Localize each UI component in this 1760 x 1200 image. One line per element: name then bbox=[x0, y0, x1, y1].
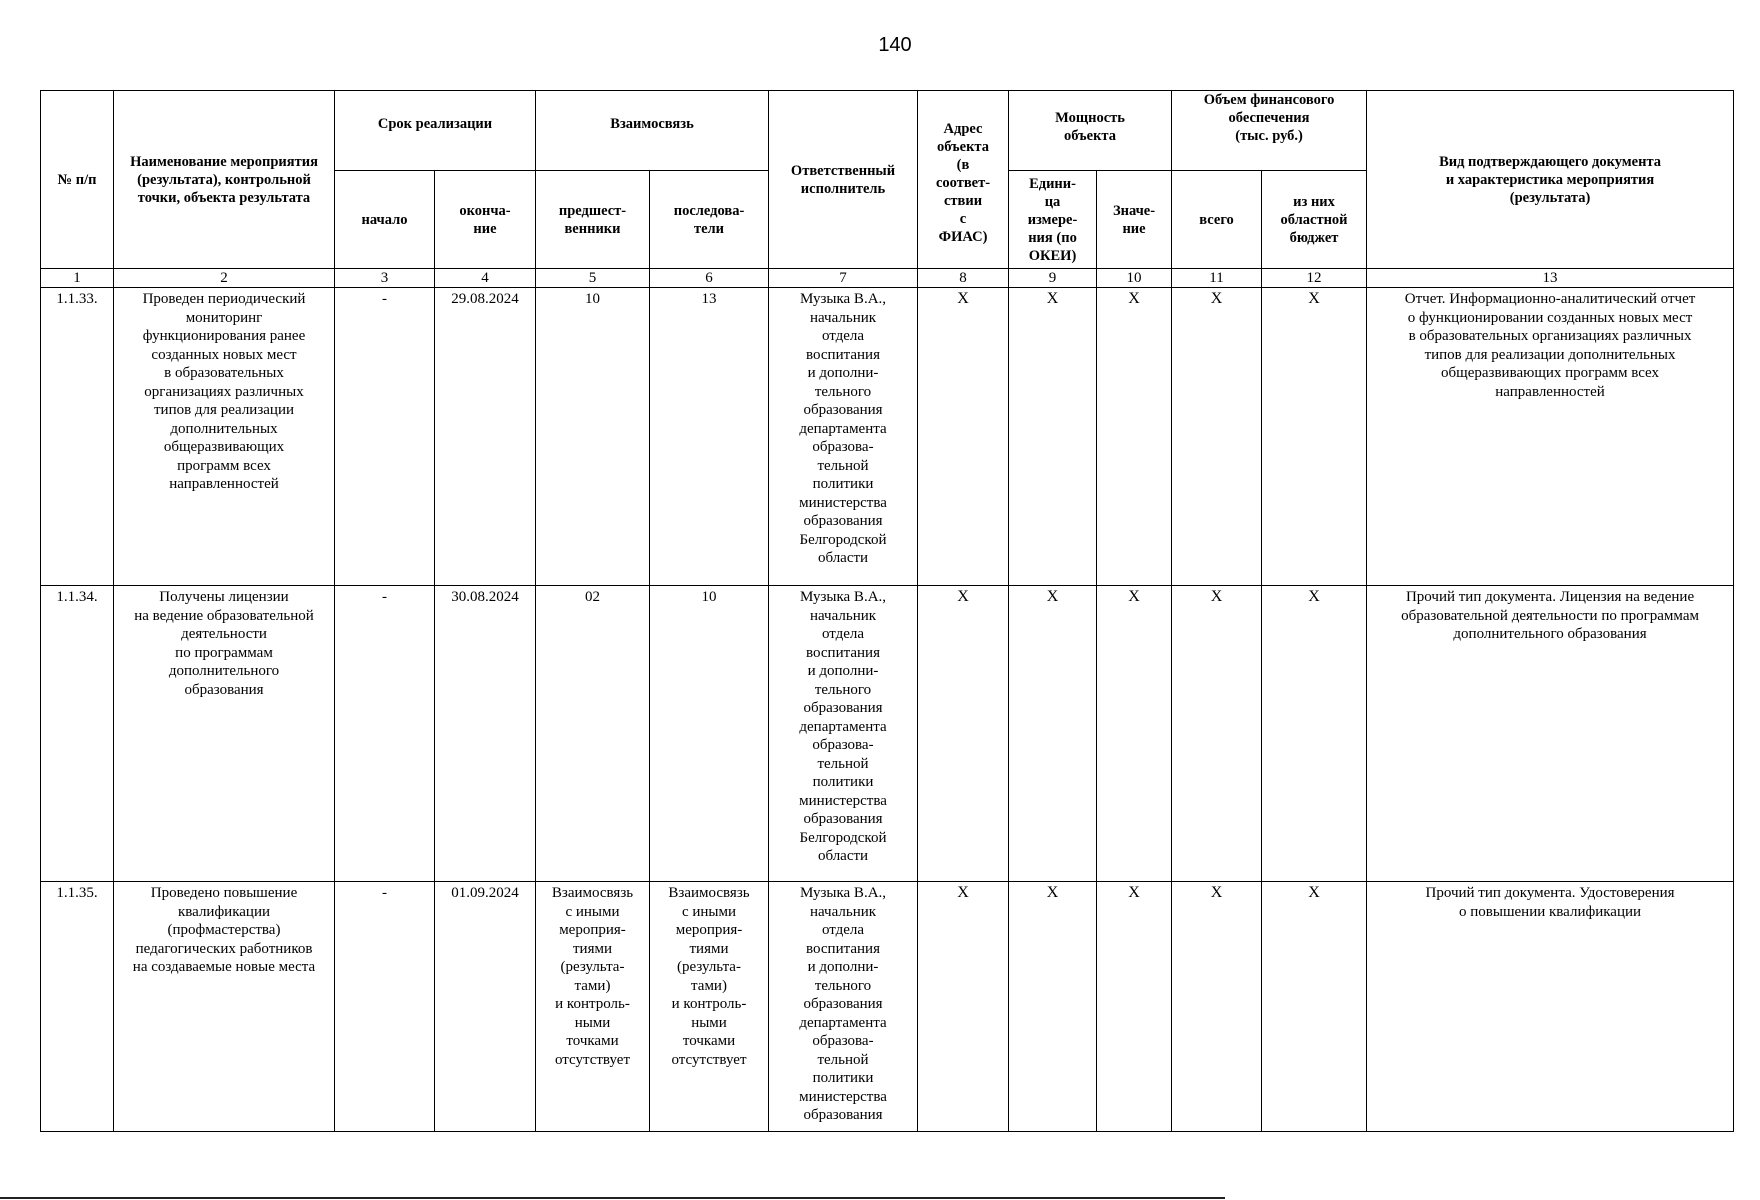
column-number: 6 bbox=[650, 269, 769, 288]
column-number: 1 bbox=[41, 269, 114, 288]
column-number: 9 bbox=[1009, 269, 1097, 288]
column-number: 3 bbox=[335, 269, 435, 288]
row-value: X bbox=[1097, 882, 1172, 1132]
row-responsible: Музыка В.А., начальник отдела воспитания и дополни- тельного образования департамента образова- тельной политики министерства образования bbox=[769, 882, 918, 1132]
bottom-rule bbox=[0, 1197, 1225, 1199]
measures-table bbox=[40, 90, 1734, 1132]
row-name: Проведено повышение квалификации (профмастерства) педагогических работников на создаваемые новые места bbox=[114, 882, 335, 1132]
row-prev: Взаимосвязь с иными мероприя- тиями (результа- тами) и контроль- ными точками отсутствует bbox=[536, 882, 650, 1132]
column-number: 13 bbox=[1367, 269, 1734, 288]
row-next: Взаимосвязь с иными мероприя- тиями (результа- тами) и контроль- ными точками отсутствует bbox=[650, 882, 769, 1132]
header-finance: Объем финансового обеспечения (тыс. руб.) bbox=[1172, 91, 1367, 171]
row-value: X bbox=[1097, 288, 1172, 586]
row-num: 1.1.33. bbox=[41, 288, 114, 586]
row-address: X bbox=[918, 586, 1009, 882]
row-name: Получены лицензии на ведение образовательной деятельности по программам дополнительного образования bbox=[114, 586, 335, 882]
row-end: 29.08.2024 bbox=[435, 288, 536, 586]
row-end: 01.09.2024 bbox=[435, 882, 536, 1132]
header-capacity-value: Значе- ние bbox=[1097, 171, 1172, 269]
header-term-start: начало bbox=[335, 171, 435, 269]
column-number: 8 bbox=[918, 269, 1009, 288]
row-num: 1.1.34. bbox=[41, 586, 114, 882]
header-term-end: оконча- ние bbox=[435, 171, 536, 269]
header-link-prev: предшест- венники bbox=[536, 171, 650, 269]
header-capacity-unit: Едини- ца измере- ния (по ОКЕИ) bbox=[1009, 171, 1097, 269]
row-responsible: Музыка В.А., начальник отдела воспитания и дополни- тельного образования департамента образова- тельной политики министерства образования Белгородской области bbox=[769, 288, 918, 586]
row-value: X bbox=[1097, 586, 1172, 882]
header-link-next: последова- тели bbox=[650, 171, 769, 269]
column-number: 11 bbox=[1172, 269, 1262, 288]
table-row bbox=[41, 288, 1734, 586]
table-row bbox=[41, 882, 1734, 1132]
row-unit: X bbox=[1009, 882, 1097, 1132]
row-address: X bbox=[918, 882, 1009, 1132]
row-responsible: Музыка В.А., начальник отдела воспитания и дополни- тельного образования департамента образова- тельной политики министерства образования Белгородской области bbox=[769, 586, 918, 882]
row-start: - bbox=[335, 882, 435, 1132]
row-total: X bbox=[1172, 586, 1262, 882]
column-number: 7 bbox=[769, 269, 918, 288]
row-num: 1.1.35. bbox=[41, 882, 114, 1132]
row-next: 13 bbox=[650, 288, 769, 586]
row-prev: 10 bbox=[536, 288, 650, 586]
row-end: 30.08.2024 bbox=[435, 586, 536, 882]
row-next: 10 bbox=[650, 586, 769, 882]
column-number: 2 bbox=[114, 269, 335, 288]
row-regional: X bbox=[1262, 882, 1367, 1132]
column-number: 4 bbox=[435, 269, 536, 288]
page-number: 140 bbox=[878, 34, 912, 56]
row-start: - bbox=[335, 288, 435, 586]
header-link: Взаимосвязь bbox=[536, 91, 769, 171]
row-total: X bbox=[1172, 288, 1262, 586]
header-num: № п/п bbox=[41, 91, 114, 269]
row-prev: 02 bbox=[536, 586, 650, 882]
column-number: 5 bbox=[536, 269, 650, 288]
header-capacity: Мощность объекта bbox=[1009, 91, 1172, 171]
header-doc: Вид подтверждающего документа и характеристика мероприятия (результата) bbox=[1367, 91, 1734, 269]
header-term: Срок реализации bbox=[335, 91, 536, 171]
row-unit: X bbox=[1009, 288, 1097, 586]
header-finance-total: всего bbox=[1172, 171, 1262, 269]
row-address: X bbox=[918, 288, 1009, 586]
row-regional: X bbox=[1262, 586, 1367, 882]
header-address: Адрес объекта (в соответ- ствии с ФИАС) bbox=[918, 91, 1009, 269]
table-row bbox=[41, 586, 1734, 882]
column-number: 12 bbox=[1262, 269, 1367, 288]
row-doc: Прочий тип документа. Лицензия на ведение образовательной деятельности по программам дополнительного образования bbox=[1367, 586, 1734, 882]
header-responsible: Ответственный исполнитель bbox=[769, 91, 918, 269]
row-name: Проведен периодический мониторинг функционирования ранее созданных новых мест в образовательных организациях различных типов для реализации дополнительных общеразвивающих программ всех направленностей bbox=[114, 288, 335, 586]
row-start: - bbox=[335, 586, 435, 882]
row-unit: X bbox=[1009, 586, 1097, 882]
header-finance-regional: из них областной бюджет bbox=[1262, 171, 1367, 269]
row-doc: Отчет. Информационно-аналитический отчет о функционировании созданных новых мест в образовательных организациях различных типов для реализации дополнительных общеразвивающих программ всех направленностей bbox=[1367, 288, 1734, 586]
row-regional: X bbox=[1262, 288, 1367, 586]
row-doc: Прочий тип документа. Удостоверения о повышении квалификации bbox=[1367, 882, 1734, 1132]
row-total: X bbox=[1172, 882, 1262, 1132]
header-name: Наименование мероприятия (результата), контрольной точки, объекта результата bbox=[114, 91, 335, 269]
column-number: 10 bbox=[1097, 269, 1172, 288]
